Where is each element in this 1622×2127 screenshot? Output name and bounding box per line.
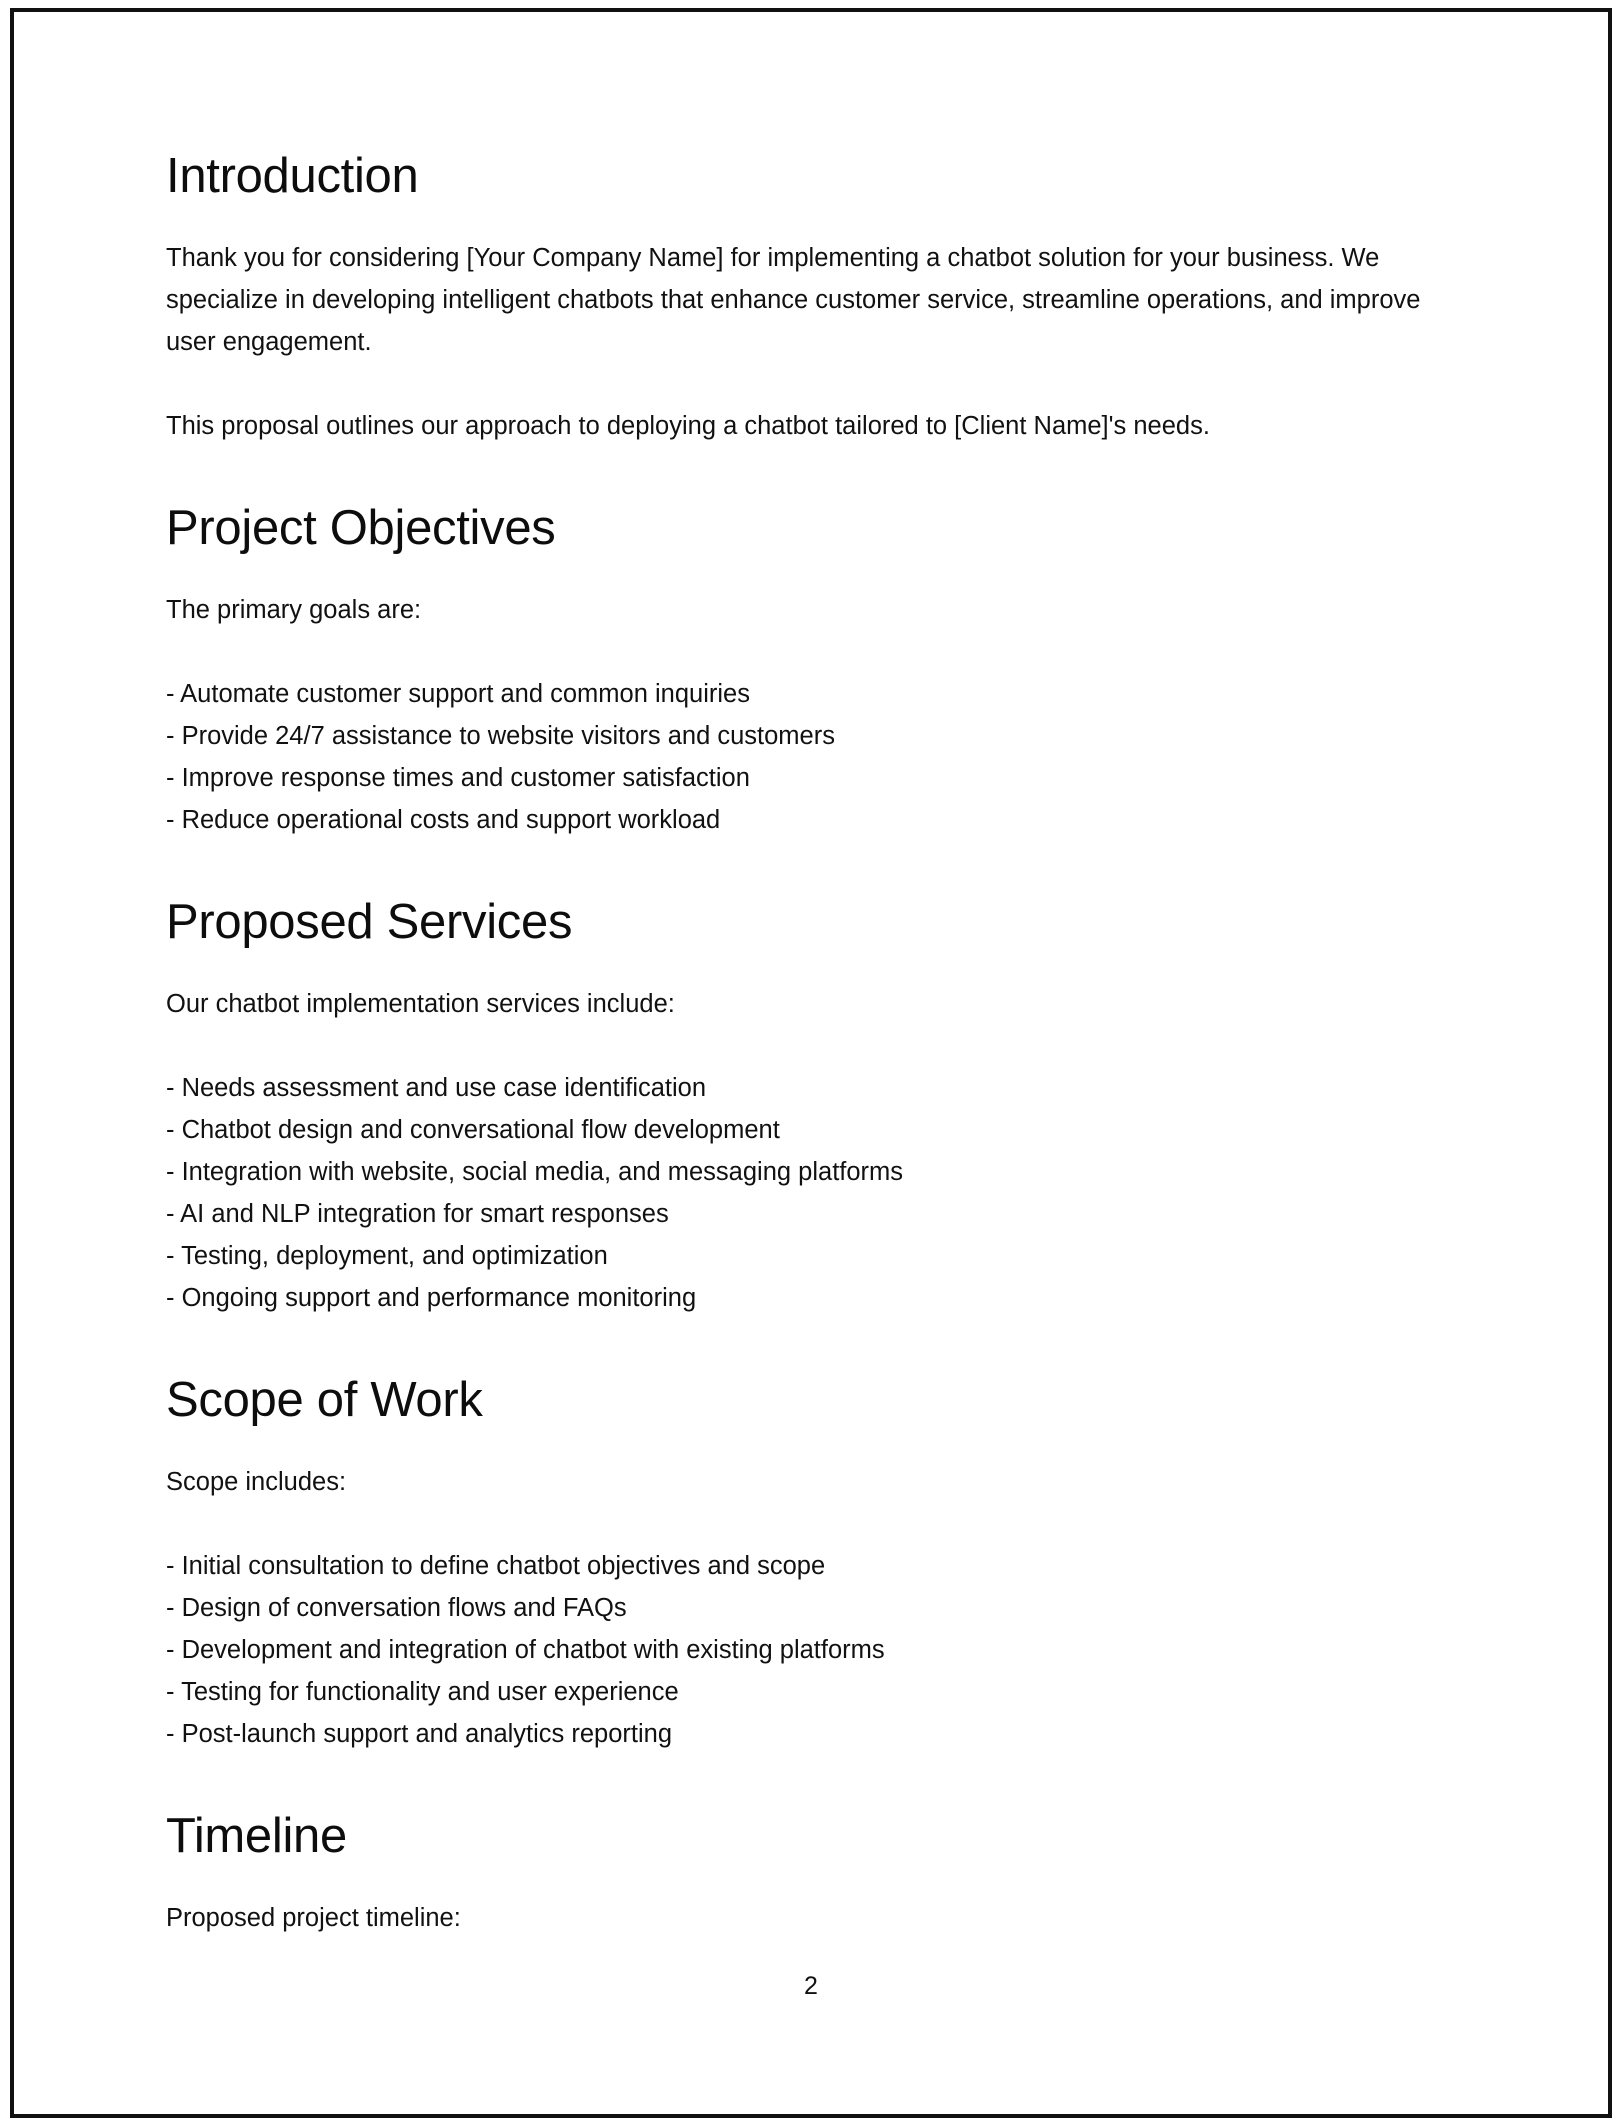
page-border xyxy=(10,8,1612,2118)
list-proposed-services xyxy=(166,1067,1476,1319)
list-item: - Integration with website, social media, and messaging platforms xyxy=(166,1157,904,1186)
section-scope-of-work xyxy=(166,1374,1476,1755)
list-scope-of-work xyxy=(166,1545,1476,1755)
spacer xyxy=(166,1503,1476,1545)
list-item: - Post-launch support and analytics reporting xyxy=(166,1719,673,1748)
spacer xyxy=(166,1427,1476,1461)
spacer xyxy=(166,555,1476,589)
spacer xyxy=(166,1025,1476,1067)
list-item: - Initial consultation to define chatbot objectives and scope xyxy=(166,1551,826,1580)
list-item: - AI and NLP integration for smart responses xyxy=(166,1199,669,1228)
heading-scope-of-work: Scope of Work xyxy=(166,1372,483,1427)
section-project-objectives xyxy=(166,502,1476,841)
spacer xyxy=(166,1863,1476,1897)
heading-proposed-services: Proposed Services xyxy=(166,894,573,949)
heading-project-objectives: Project Objectives xyxy=(166,500,556,555)
paragraph-services-lead: Our chatbot implementation services include: xyxy=(166,989,675,1018)
section-timeline xyxy=(166,1810,1476,1939)
paragraph-scope-lead: Scope includes: xyxy=(166,1467,347,1496)
page-number: 2 xyxy=(804,1972,818,2000)
paragraph-intro-2: This proposal outlines our approach to deploying a chatbot tailored to [Client Name]'s needs. xyxy=(166,411,1210,440)
list-item: - Design of conversation flows and FAQs xyxy=(166,1593,627,1622)
spacer xyxy=(166,203,1476,237)
list-item: - Chatbot design and conversational flow development xyxy=(166,1115,780,1144)
paragraph-intro-1: Thank you for considering [Your Company Name] for implementing a chatbot solution for your business. We specialize in developing intelligent chatbots that enhance customer service, streamline operations, and improve user engagement. xyxy=(166,243,1421,356)
list-item: - Testing, deployment, and optimization xyxy=(166,1241,608,1270)
list-item: - Provide 24/7 assistance to website visitors and customers xyxy=(166,721,835,750)
paragraph-timeline-lead: Proposed project timeline: xyxy=(166,1903,461,1932)
spacer xyxy=(166,949,1476,983)
list-item: - Ongoing support and performance monitoring xyxy=(166,1283,697,1312)
spacer xyxy=(166,363,1476,405)
heading-timeline: Timeline xyxy=(166,1808,347,1863)
list-item: - Automate customer support and common inquiries xyxy=(166,679,750,708)
heading-introduction: Introduction xyxy=(166,149,419,203)
list-item: - Needs assessment and use case identification xyxy=(166,1073,707,1102)
spacer xyxy=(166,631,1476,673)
section-proposed-services xyxy=(166,896,1476,1319)
section-introduction xyxy=(166,150,1476,447)
list-item: - Improve response times and customer satisfaction xyxy=(166,763,750,792)
list-item: - Testing for functionality and user experience xyxy=(166,1677,679,1706)
list-project-objectives xyxy=(166,673,1476,841)
list-item: - Reduce operational costs and support workload xyxy=(166,805,721,834)
list-item: - Development and integration of chatbot with existing platforms xyxy=(166,1635,885,1664)
document-content xyxy=(166,150,1476,1939)
paragraph-objectives-lead: The primary goals are: xyxy=(166,595,422,624)
